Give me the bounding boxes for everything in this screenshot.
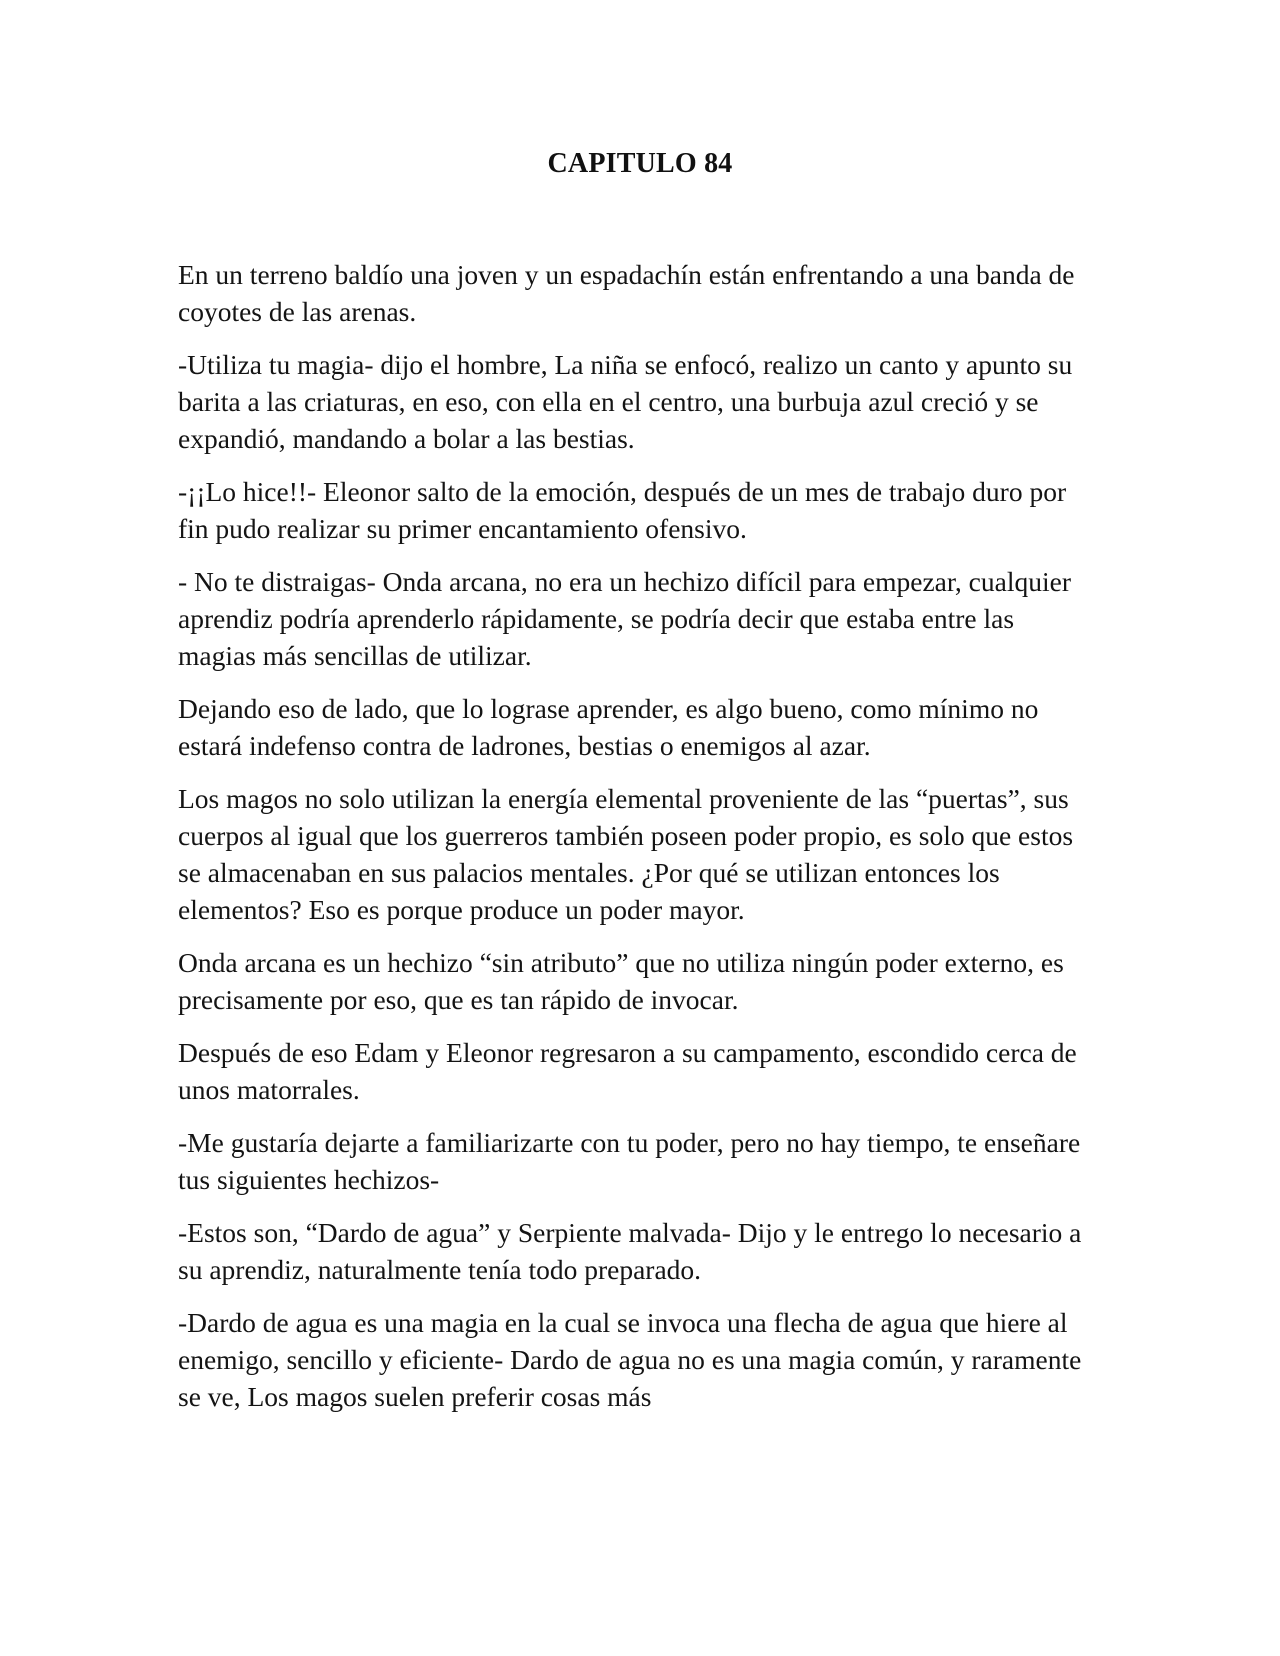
paragraph-9: -Me gustaría dejarte a familiarizarte con tu poder, pero no hay tiempo, te enseñare tus siguientes hechizos- (178, 1127, 1081, 1195)
paragraph-8: Después de eso Edam y Eleonor regresaron a su campamento, escondido cerca de unos matorrales. (178, 1037, 1077, 1105)
paragraph-5: Dejando eso de lado, que lo lograse aprender, es algo bueno, como mínimo no estará indefenso contra de ladrones, bestias o enemigos al azar. (178, 693, 1039, 761)
paragraph-4: - No te distraigas- Onda arcana, no era un hechizo difícil para empezar, cualquier aprendiz podría aprenderlo rápidamente, se podría decir que estaba entre las magias más sencillas de utilizar. (178, 566, 1071, 671)
paragraph-7: Onda arcana es un hechizo “sin atributo” que no utiliza ningún poder externo, es precisamente por eso, que es tan rápido de invocar. (178, 947, 1064, 1015)
chapter-title: CAPITULO 84 (547, 148, 733, 179)
paragraph-6: Los magos no solo utilizan la energía elemental proveniente de las “puertas”, sus cuerpos al igual que los guerreros también poseen poder propio, es solo que estos se almacenaban en sus palacios mentales. ¿Por qué se utilizan entonces los elementos? Eso es porque produce un poder mayor. (178, 783, 1074, 925)
paragraph-10: -Estos son, “Dardo de agua” y Serpiente malvada- Dijo y le entrego lo necesario a su aprendiz, naturalmente tenía todo preparado. (178, 1217, 1082, 1285)
chapter-body (178, 256, 1098, 1431)
paragraph-2: -Utiliza tu magia- dijo el hombre, La niña se enfocó, realizo un canto y apunto su barita a las criaturas, en eso, con ella en el centro, una burbuja azul creció y se expandió, mandando a bolar a las bestias. (178, 349, 1073, 454)
paragraph-11: -Dardo de agua es una magia en la cual se invoca una flecha de agua que hiere al enemigo, sencillo y eficiente- Dardo de agua no es una magia común, y raramente se ve, Los magos suelen preferir cosas más (178, 1307, 1082, 1412)
paragraph-3: -¡¡Lo hice!!- Eleonor salto de la emoción, después de un mes de trabajo duro por fin pudo realizar su primer encantamiento ofensivo. (178, 476, 1067, 544)
paragraph-1: En un terreno baldío una joven y un espadachín están enfrentando a una banda de coyotes de las arenas. (178, 259, 1075, 327)
